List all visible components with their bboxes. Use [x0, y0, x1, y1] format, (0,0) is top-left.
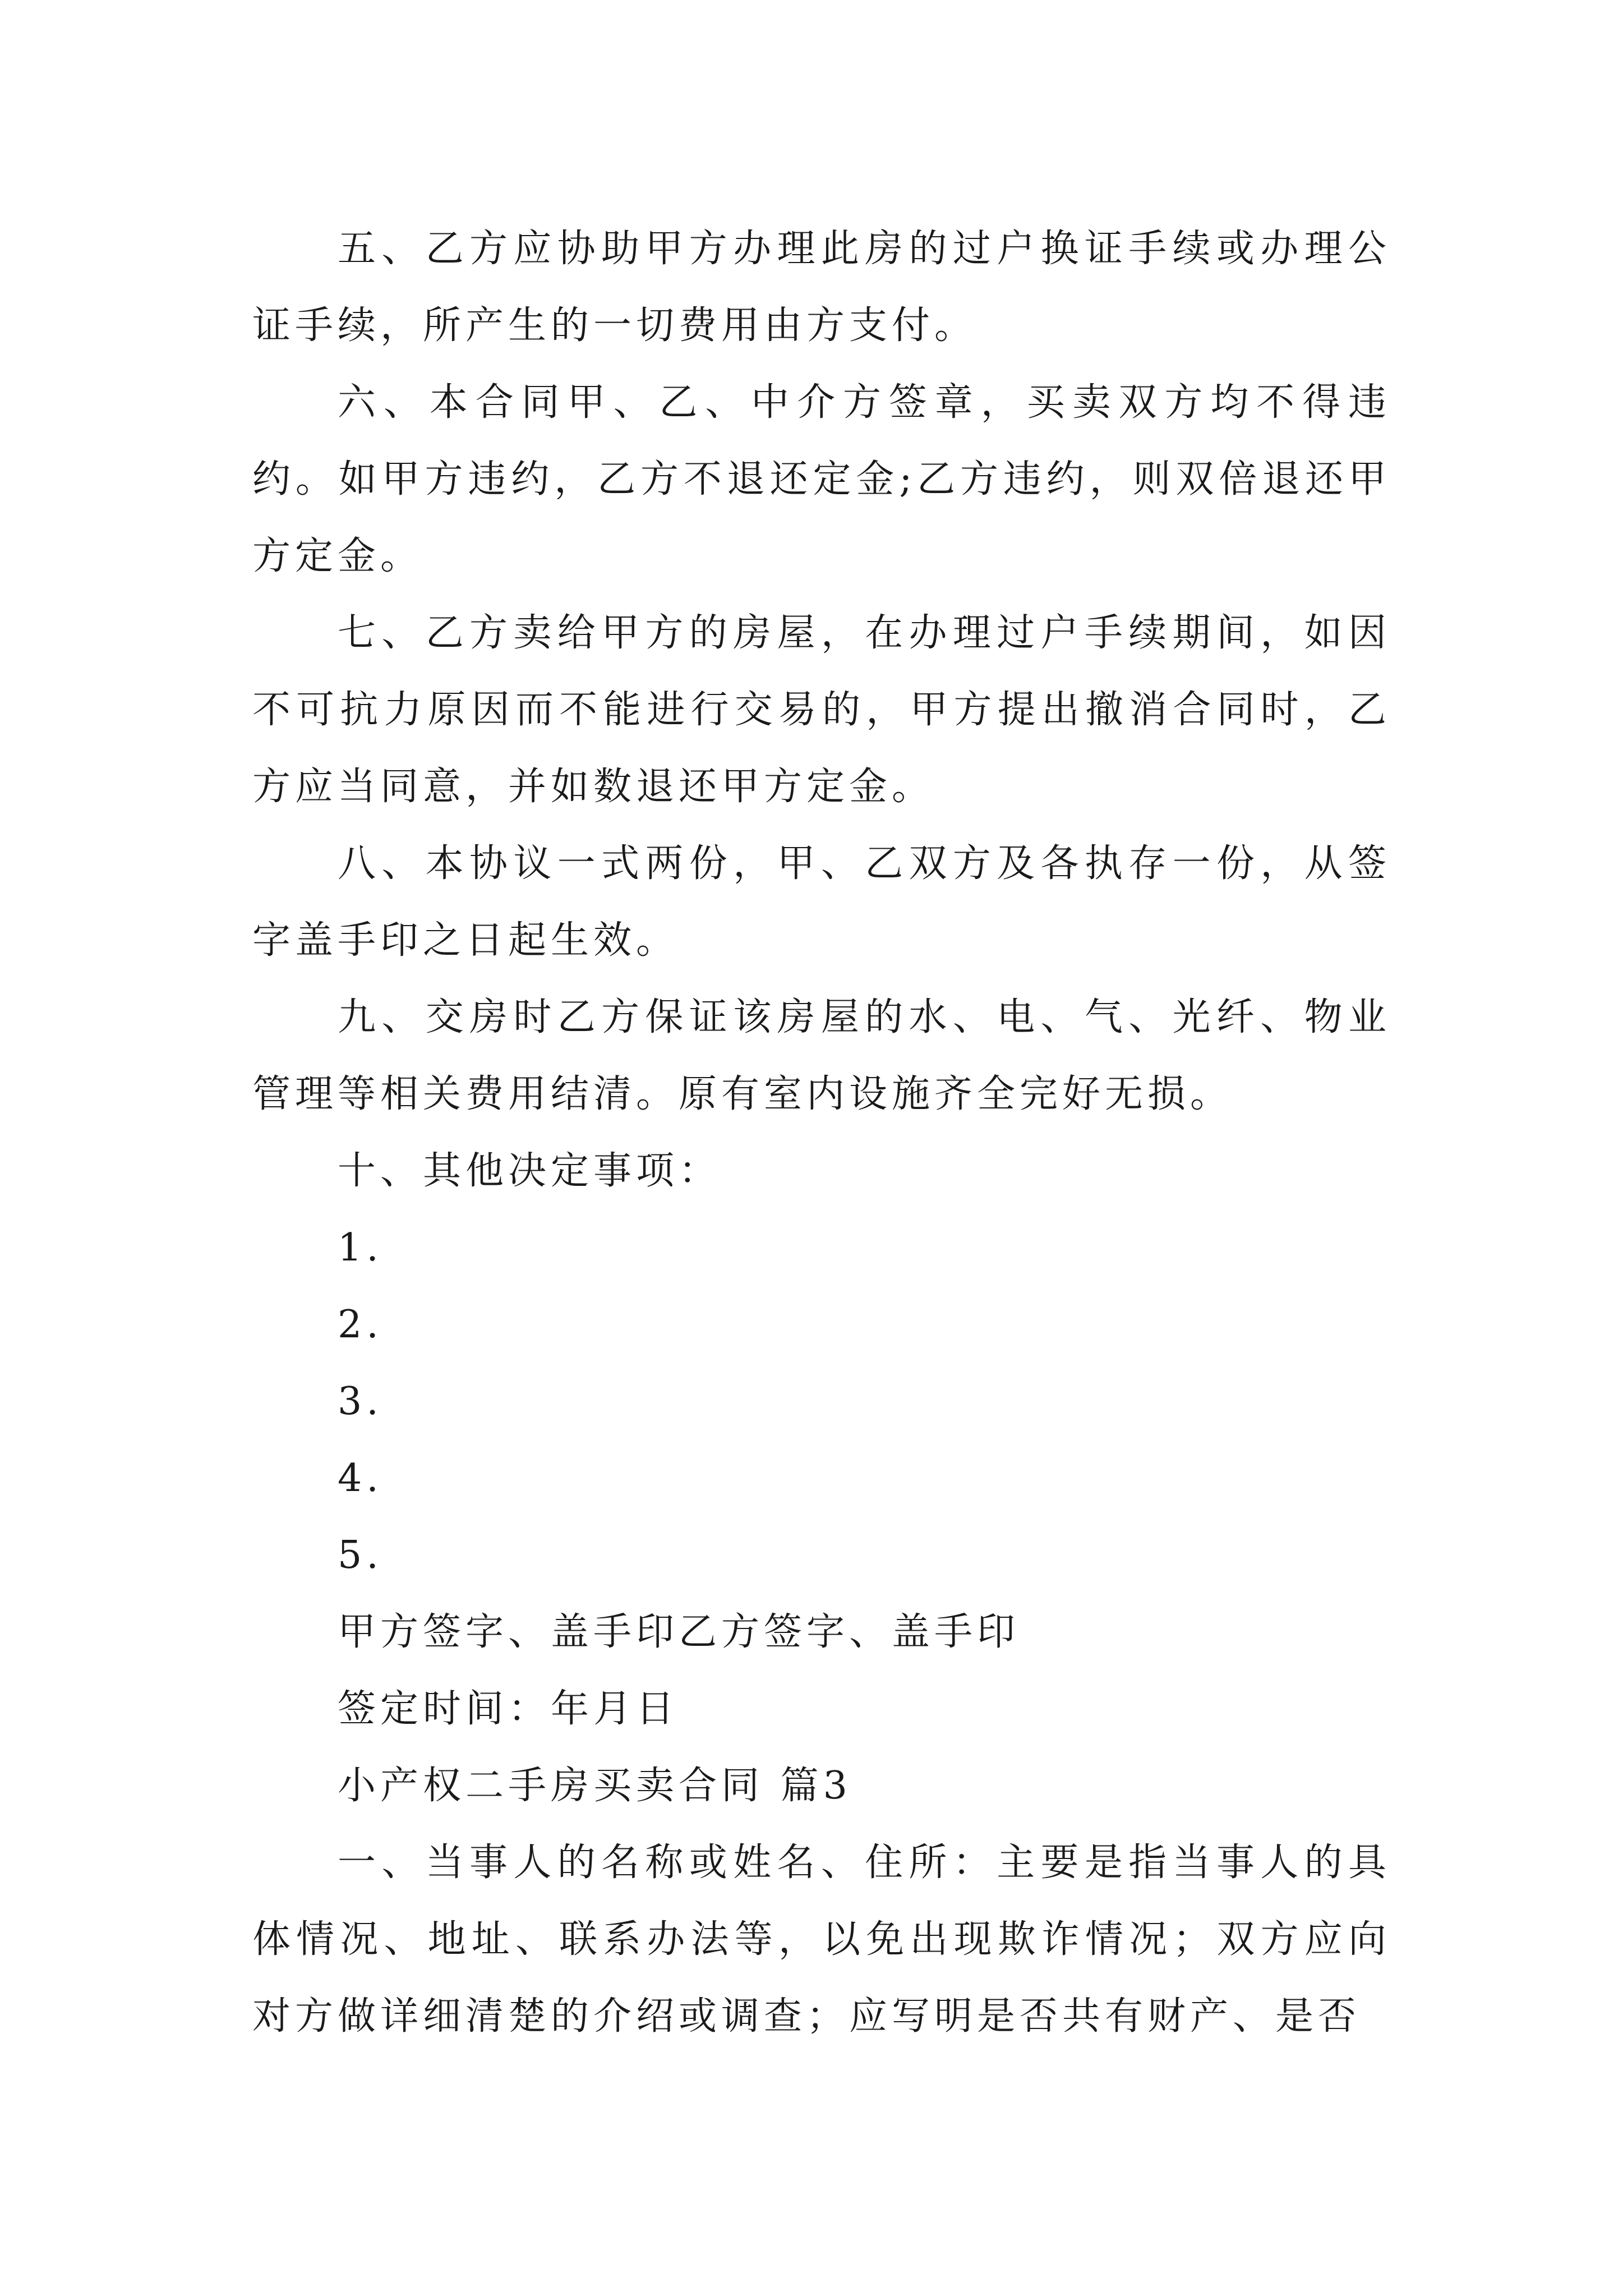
- clause-seven: 七、乙方卖给甲方的房屋，在办理过户手续期间，如因不可抗力原因而不能进行交易的，甲方提出撤消合同时，乙方应当同意，并如数退还甲方定金。: [252, 611, 1391, 809]
- other-item-4: 4.: [338, 1456, 383, 1501]
- clause-five: 五、乙方应协助甲方办理此房的过户换证手续或办理公证手续，所产生的一切费用由方支付。: [252, 227, 1391, 348]
- other-item-3: 3.: [338, 1379, 383, 1424]
- other-item-1: 1.: [338, 1226, 383, 1270]
- clause-eight: 八、本协议一式两份，甲、乙双方及各执存一份，从签字盖手印之日起生效。: [252, 841, 1391, 963]
- clause-six: 六、本合同甲、乙、中介方签章，买卖双方均不得违约。如甲方违约，乙方不退还定金;乙方违约，则双倍退还甲方定金。: [252, 380, 1391, 578]
- document-body: [252, 210, 1391, 2055]
- section-title: 小产权二手房买卖合同 篇3: [338, 1764, 852, 1808]
- other-item-2: 2.: [338, 1303, 383, 1347]
- section-clause-one: 一、当事人的名称或姓名、住所：主要是指当事人的具体情况、地址、联系办法等，以免出现欺诈情况；双方应向对方做详细清楚的介绍或调查；应写明是否共有财产、是否: [252, 1841, 1391, 2039]
- signature-line: 甲方签字、盖手印乙方签字、盖手印: [338, 1610, 1020, 1654]
- sign-date-line: 签定时间：年月日: [338, 1687, 679, 1731]
- other-item-5: 5.: [338, 1533, 383, 1577]
- clause-ten-heading: 十、其他决定事项：: [338, 1149, 722, 1193]
- clause-nine: 九、交房时乙方保证该房屋的水、电、气、光纤、物业管理等相关费用结清。原有室内设施齐全完好无损。: [252, 995, 1391, 1116]
